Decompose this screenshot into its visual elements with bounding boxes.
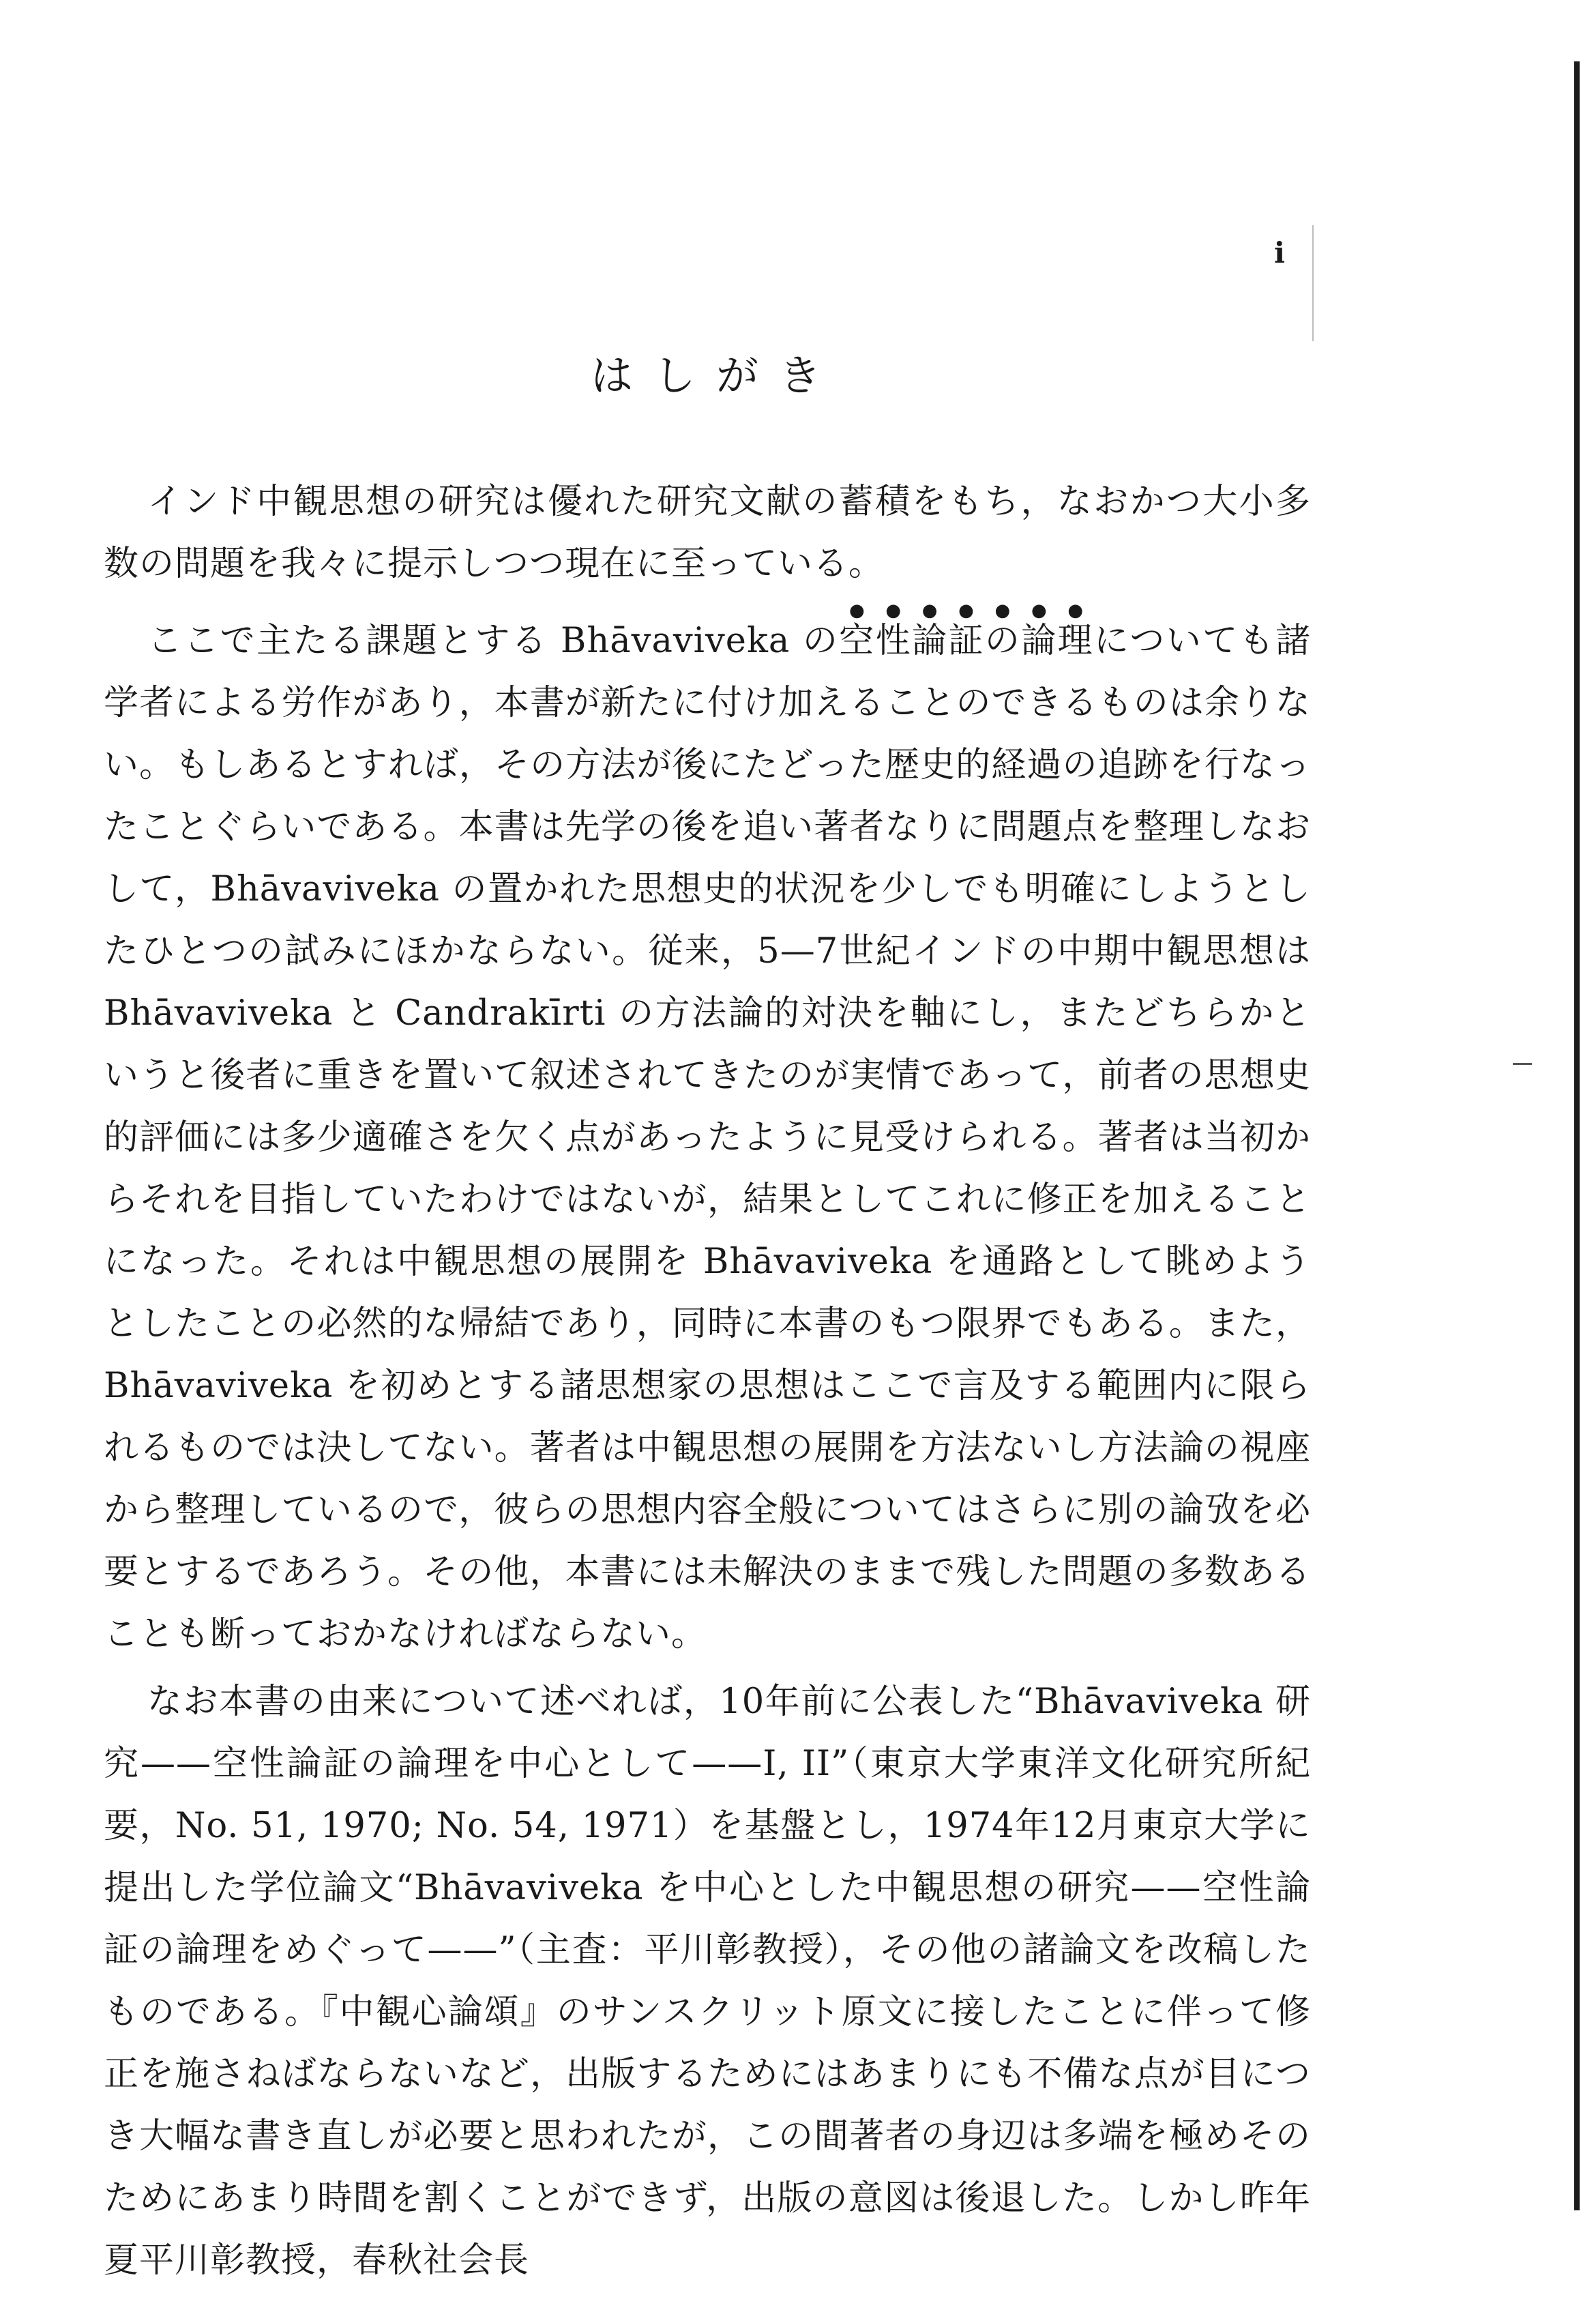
paragraph-3: なお本書の由来について述べれば，10年前に公表した“Bhāvaviveka 研究——空性論証の論理を中心として——I, II”（東京大学東洋文化研究所紀要，No. 51, 1970; No. 54, 1971）を基盤とし，1974年12月東京大学に提出した学位論文“Bhāvaviveka を中心とした中観思想の研究——空性論証の論理をめぐって——”（主査：平川彰教授），その他の諸論文を改稿したものである。『中観心論頌』のサンスクリット原文に接したことに伴って修正を施さねばならないなど，出版するためにはあまりにも不備な点が目につき大幅な書き直しが必要と思われたが，この間著者の身辺は多端を極めそのためにあまり時間を割くことができず，出版の意図は後退した。しかし昨年夏平川彰教授，春秋社会長 xyxy=(104,1682,1311,2281)
emphasized-phrase: 空性論証の論理 xyxy=(839,621,1095,661)
paragraph-2 xyxy=(104,600,1311,1665)
paragraph-2-rest: についても諸学者による労作があり，本書が新たに付け加えることのできるものは余りない。もしあるとすれば，その方法が後にたどった歴史的経過の追跡を行なったことぐらいである。本書は先学の後を追い著者なりに問題点を整理しなおして，Bhāvaviveka の置かれた思想史的状況を少しでも明確にしようとしたひとつの試みにほかならない。従来，5—7世紀インドの中期中観思想は Bhāvaviveka と Candrakīrti の方法論的対決を軸にし，またどちらかというと後者に重きを置いて叙述されてきたのが実情であって，前者の思想史的評価には多少適確さを欠く点があったように見受けられる。著者は当初からそれを目指していたわけではないが，結果としてこれに修正を加えることになった。それは中観思想の展開を Bhāvaviveka を通路として眺めようとしたことの必然的な帰結であり，同時に本書のもつ限界でもある。また，Bhāvaviveka を初めとする諸思想家の思想はここで言及する範囲内に限られるものでは決してない。著者は中観思想の展開を方法ないし方法論の視座から整理しているので，彼らの思想内容全般についてはさらに別の論攷を必要とするであろう。その他，本書には未解決のままで残した問題の多数あることも断っておかなければならない。 xyxy=(104,621,1311,1654)
paragraph-1: インド中観思想の研究は優れた研究文献の蓄積をもち，なおかつ大小多数の問題を我々に提示しつつ現在に至っている。 xyxy=(104,482,1311,584)
paragraph-2-lead: ここで主たる課題とする Bhāvaviveka の xyxy=(147,621,840,661)
page-title: はしがき xyxy=(590,351,842,400)
margin-mark xyxy=(1513,1063,1532,1065)
page-number: i xyxy=(1274,236,1285,269)
page-edge-shadow xyxy=(1574,61,1580,2210)
page-edge-mark xyxy=(1312,225,1314,341)
body-text xyxy=(104,471,1311,2297)
